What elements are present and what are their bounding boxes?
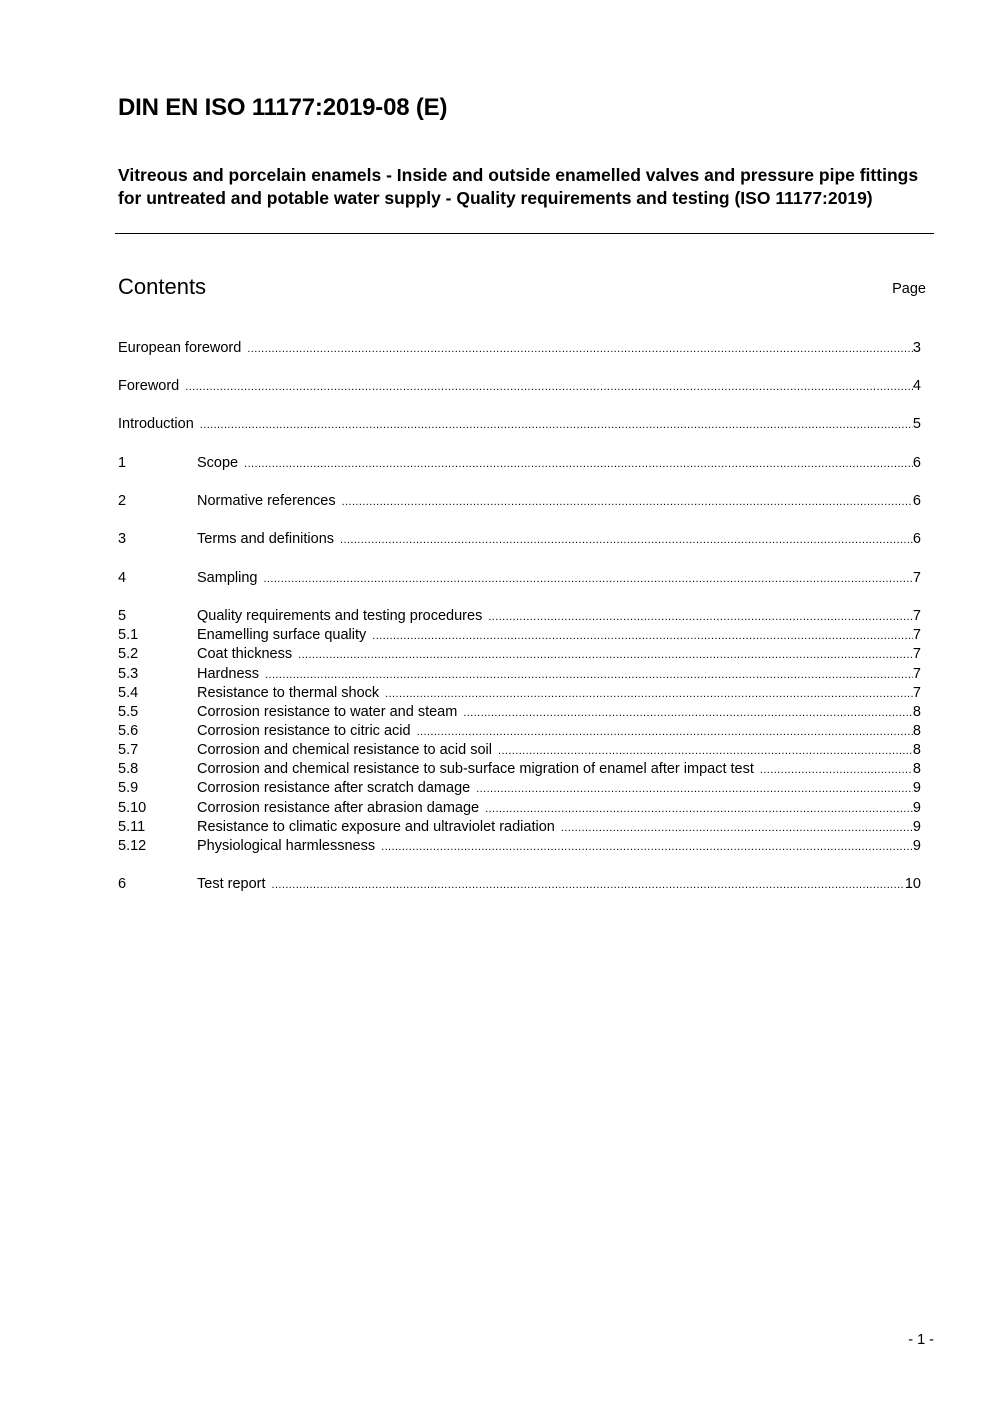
toc-entry-page: 7 <box>912 646 921 662</box>
toc-entry-number: 5.4 <box>118 685 139 701</box>
toc-dot-leader <box>272 876 905 895</box>
toc-entry-title: Enamelling surface quality <box>197 627 367 643</box>
toc-entry-title: Scope <box>197 455 239 471</box>
toc-entry[interactable] <box>118 415 921 434</box>
toc-dot-leader <box>485 800 913 819</box>
page-number: - 1 - <box>908 1332 934 1348</box>
toc-dot-leader <box>372 627 913 646</box>
toc-entry-page: 8 <box>912 704 921 720</box>
toc-entry-title: Corrosion resistance to water and steam <box>197 704 458 720</box>
toc-entry-title: Corrosion and chemical resistance to sub-surface migration of enamel after impact test <box>197 761 754 777</box>
toc-entry-title: Terms and definitions <box>197 531 335 547</box>
toc-entry-page: 6 <box>912 531 921 547</box>
toc-dot-leader <box>185 378 913 397</box>
toc-entry-title: Quality requirements and testing procedures <box>197 608 483 624</box>
toc-entry-page: 9 <box>912 780 921 796</box>
page-column-label: Page <box>892 281 926 297</box>
toc-entry-title: Corrosion resistance after abrasion damage <box>197 800 480 816</box>
toc-entry[interactable] <box>118 626 921 645</box>
toc-entry-page: 5 <box>912 416 921 432</box>
toc-entry-title: Foreword <box>118 378 180 394</box>
toc-entry-number: 5.6 <box>118 723 139 739</box>
toc-entry-page: 7 <box>912 685 921 701</box>
toc-dot-leader <box>263 570 912 589</box>
toc-dot-leader <box>417 723 913 742</box>
toc-entry-title: Hardness <box>197 666 260 682</box>
toc-entry[interactable] <box>118 684 921 703</box>
toc-entry[interactable] <box>118 377 921 396</box>
toc-entry-page: 7 <box>912 627 921 643</box>
toc-entry-title: Introduction <box>118 416 194 432</box>
toc-dot-leader <box>342 493 913 512</box>
toc-entry-number: 4 <box>118 570 127 586</box>
toc-entry[interactable] <box>118 837 921 856</box>
toc-entry[interactable] <box>118 875 921 894</box>
toc-entry-page: 3 <box>912 340 921 356</box>
toc-dot-leader <box>298 646 913 665</box>
toc-entry[interactable] <box>118 339 921 358</box>
toc-entry-number: 3 <box>118 531 127 547</box>
toc-entry-number: 5.2 <box>118 646 139 662</box>
toc-entry-title: Resistance to climatic exposure and ultraviolet radiation <box>197 819 555 835</box>
toc-dot-leader <box>244 455 913 474</box>
toc-entry[interactable] <box>118 454 921 473</box>
toc-entry-number: 5.7 <box>118 742 139 758</box>
toc-entry[interactable] <box>118 645 921 664</box>
toc-dot-leader <box>488 608 913 627</box>
toc-entry-number: 5.3 <box>118 666 139 682</box>
toc-entry-title: Test report <box>197 876 266 892</box>
toc-entry-page: 10 <box>904 876 921 892</box>
toc-entry-page: 7 <box>912 570 921 586</box>
toc-dot-leader <box>498 742 913 761</box>
toc-entry-page: 9 <box>912 819 921 835</box>
toc-dot-leader <box>381 838 913 857</box>
toc-entry-page: 7 <box>912 608 921 624</box>
toc-dot-leader <box>463 704 913 723</box>
contents-heading: Contents <box>118 274 207 299</box>
toc-dot-leader <box>265 666 913 685</box>
toc-entry-title: Corrosion resistance to citric acid <box>197 723 411 739</box>
toc-entry-number: 5.5 <box>118 704 139 720</box>
toc-entry[interactable] <box>118 818 921 837</box>
toc-entry-title: Resistance to thermal shock <box>197 685 380 701</box>
toc-entry-title: Corrosion and chemical resistance to acid soil <box>197 742 492 758</box>
toc-entry-number: 1 <box>118 455 127 471</box>
toc-dot-leader <box>760 761 913 780</box>
toc-entry[interactable] <box>118 722 921 741</box>
toc-entry-page: 8 <box>912 723 921 739</box>
toc-entry-page: 7 <box>912 666 921 682</box>
table-of-contents <box>118 0 921 1403</box>
toc-entry-page: 8 <box>912 761 921 777</box>
toc-entry[interactable] <box>118 607 921 626</box>
toc-entry-number: 5.10 <box>118 800 147 816</box>
toc-entry[interactable] <box>118 741 921 760</box>
document-title: Vitreous and porcelain enamels - Inside and outside enamelled valves and pressure pipe fittings for untreated and potable water supply - Quality requirements and testing (ISO 11177:2019) <box>118 165 919 208</box>
toc-entry[interactable] <box>118 760 921 779</box>
toc-entry-number: 2 <box>118 493 127 509</box>
toc-dot-leader <box>247 340 913 359</box>
toc-entry-title: Corrosion resistance after scratch damage <box>197 780 471 796</box>
toc-entry-number: 5.8 <box>118 761 139 777</box>
toc-entry[interactable] <box>118 779 921 798</box>
toc-entry[interactable] <box>118 530 921 549</box>
toc-entry-title: Physiological harmlessness <box>197 838 376 854</box>
toc-entry-number: 6 <box>118 876 127 892</box>
toc-entry[interactable] <box>118 665 921 684</box>
toc-entry-title: European foreword <box>118 340 242 356</box>
toc-entry-page: 9 <box>912 838 921 854</box>
toc-entry-page: 6 <box>912 455 921 471</box>
toc-dot-leader <box>476 780 913 799</box>
toc-entry-title: Sampling <box>197 570 258 586</box>
toc-entry-page: 4 <box>912 378 921 394</box>
toc-dot-leader <box>200 416 913 435</box>
toc-entry-page: 8 <box>912 742 921 758</box>
toc-dot-leader <box>385 685 913 704</box>
toc-entry-title: Normative references <box>197 493 336 509</box>
toc-entry[interactable] <box>118 569 921 588</box>
document-id: DIN EN ISO 11177:2019-08 (E) <box>118 94 448 121</box>
toc-entry[interactable] <box>118 703 921 722</box>
toc-dot-leader <box>340 531 913 550</box>
toc-entry-number: 5.12 <box>118 838 147 854</box>
toc-entry[interactable] <box>118 492 921 511</box>
toc-entry-number: 5 <box>118 608 127 624</box>
toc-entry-page: 6 <box>912 493 921 509</box>
toc-entry-number: 5.9 <box>118 780 139 796</box>
toc-entry-title: Coat thickness <box>197 646 293 662</box>
toc-entry-page: 9 <box>912 800 921 816</box>
toc-entry[interactable] <box>118 799 921 818</box>
toc-entry-number: 5.1 <box>118 627 139 643</box>
toc-dot-leader <box>561 819 913 838</box>
toc-entry-number: 5.11 <box>118 819 146 835</box>
